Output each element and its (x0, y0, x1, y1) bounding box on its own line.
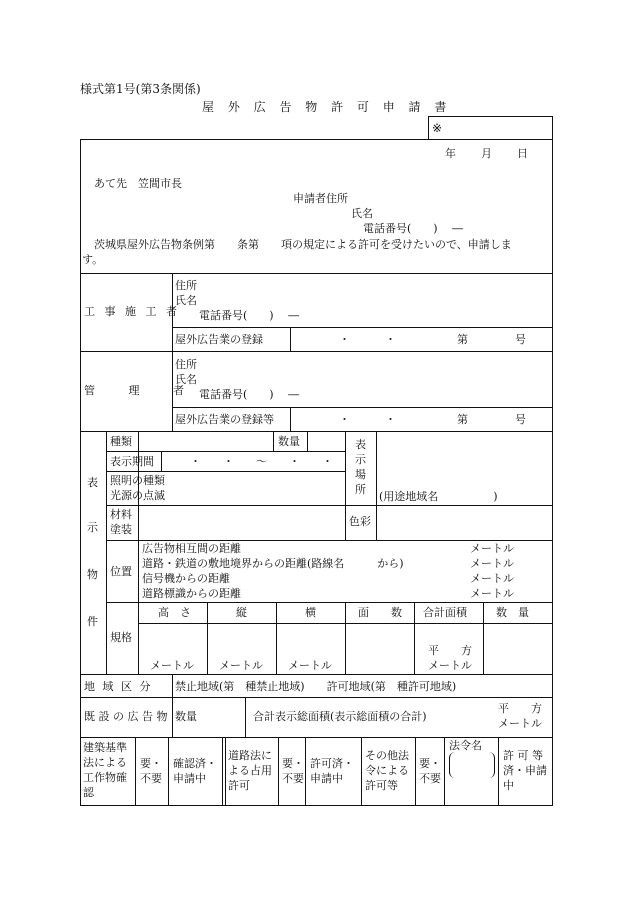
building-law-2: 法による (83, 756, 127, 769)
addressee: あて先 笠間市長 (94, 177, 182, 190)
date-month: 月 (481, 147, 492, 160)
zone-label: 地 域 区 分 (84, 680, 153, 693)
declaration-line-1: 茨城県屋外広告物条例第 条第 項の規定による許可を受けたいので、申請しま (94, 238, 512, 251)
date-day: 日 (517, 147, 528, 160)
road-law-3: 許可 (228, 779, 250, 792)
display-label-3: 物 (87, 568, 98, 581)
road-permit-2: 申請中 (310, 772, 343, 785)
existing-sqm-2: メートル (498, 717, 542, 730)
other-permit-2: 済・申請 (503, 764, 547, 777)
manager-registration-label: 屋外広告業の登録等 (175, 413, 274, 426)
material-label-2: 塗装 (110, 523, 132, 536)
road-need-1: 要・ (282, 757, 304, 770)
building-confirm-1: 確認済・ (173, 757, 217, 770)
spec-header-count: 数 量 (496, 606, 529, 619)
spec-meter-horizontal: メートル (288, 659, 332, 672)
period-dots: ・ ・ ～ ・ ・ (190, 455, 333, 468)
distance-meter-4: メートル (470, 587, 514, 600)
location-label-4: 所 (355, 483, 366, 496)
building-need-2: 不要 (140, 772, 162, 785)
contractor-phone-label: 電話番号( ) ― (199, 309, 300, 322)
applicant-phone-label: 電話番号( ) ― (363, 222, 464, 235)
applicant-name-label: 氏名 (351, 207, 373, 220)
contractor-reg-no: 第 (457, 333, 468, 346)
location-label-2: 示 (355, 453, 366, 466)
contractor-registration-label: 屋外広告業の登録 (175, 333, 263, 346)
other-permit-1: 許 可 等 (503, 749, 543, 762)
manager-address-label: 住所 (175, 358, 197, 371)
declaration-line-2: す。 (82, 253, 104, 266)
spec-header-total-area: 合計面積 (423, 606, 467, 619)
location-label-3: 場 (355, 468, 366, 481)
other-need-2: 不要 (419, 772, 441, 785)
distance-meter-2: メートル (470, 557, 514, 570)
kind-label: 種類 (110, 435, 132, 448)
existing-quantity-label: 数量 (175, 710, 197, 723)
spec-meter-height: メートル (150, 659, 194, 672)
lighting-label-1: 照明の種類 (110, 474, 165, 487)
other-law-3: 許可等 (365, 779, 398, 792)
road-law-1: 道路法に (228, 749, 272, 762)
other-law-2: 令による (365, 764, 409, 777)
law-name-label: 法令名 (449, 739, 482, 752)
zoning-label: (用途地域名 ) (379, 490, 498, 503)
spec-sqm-2: メートル (428, 659, 472, 672)
quantity-label: 数量 (278, 435, 300, 448)
display-label-2: 示 (87, 521, 98, 534)
display-label-1: 表 (87, 476, 98, 489)
building-law-3: 工作物確 (83, 771, 127, 784)
manager-name-label: 氏名 (175, 373, 197, 386)
spec-label: 規格 (110, 631, 132, 644)
manager-label: 管 理 者 (84, 384, 199, 397)
spec-meter-vertical: メートル (219, 659, 263, 672)
road-need-2: 不要 (282, 772, 304, 785)
contractor-name-label: 氏名 (175, 294, 197, 307)
position-label: 位置 (110, 565, 132, 578)
date-year: 年 (445, 147, 456, 160)
applicant-address-label: 申請者住所 (293, 192, 348, 205)
existing-label: 既 設 の 広 告 物 (84, 710, 168, 723)
other-need-1: 要・ (419, 757, 441, 770)
contractor-address-label: 住所 (175, 279, 197, 292)
law-name-bracket (449, 752, 495, 778)
form-label: 様式第1号(第3条関係) (80, 82, 201, 96)
contractor-reg-dot-1: ・ (339, 333, 350, 346)
distance-meter-1: メートル (470, 542, 514, 555)
other-permit-3: 中 (503, 779, 514, 792)
distance-meter-3: メートル (470, 572, 514, 585)
spec-header-vertical: 縦 (236, 606, 247, 619)
manager-phone-label: 電話番号( ) ― (199, 388, 300, 401)
manager-reg-dot-2: ・ (385, 413, 396, 426)
zone-text: 禁止地域(第 種禁止地域) 許可地域(第 種許可地域) (175, 680, 457, 693)
contractor-label: 工 事 施 工 者 (84, 305, 180, 318)
spec-header-faces: 面 数 (358, 606, 402, 619)
distance-row-1: 広告物相互間の距離 (142, 542, 241, 555)
page-title: 屋 外 広 告 物 許 可 申 請 書 (202, 100, 452, 114)
lighting-label-2: 光源の点滅 (110, 489, 165, 502)
manager-reg-no: 第 (457, 413, 468, 426)
period-label: 表示期間 (110, 455, 154, 468)
spec-header-horizontal: 横 (305, 606, 316, 619)
building-law-4: 認 (83, 786, 94, 799)
building-confirm-2: 申請中 (173, 772, 206, 785)
contractor-reg-go: 号 (515, 333, 526, 346)
color-label: 色彩 (349, 515, 371, 528)
distance-row-3: 信号機からの距離 (142, 572, 230, 585)
building-law-1: 建築基準 (83, 741, 127, 754)
contractor-reg-dot-2: ・ (385, 333, 396, 346)
existing-total-area-label: 合計表示総面積(表示総面積の合計) (253, 710, 427, 723)
distance-row-4: 道路標識からの距離 (142, 587, 241, 600)
location-label-1: 表 (355, 438, 366, 451)
spec-header-height: 高 さ (158, 606, 191, 619)
other-law-1: その他法 (365, 749, 409, 762)
material-label-1: 材料 (110, 508, 132, 521)
spec-sqm-1: 平 方 (428, 644, 472, 657)
road-permit-1: 許可済・ (310, 757, 354, 770)
reception-mark: ※ (432, 121, 443, 135)
road-law-2: よる占用 (228, 764, 272, 777)
manager-reg-dot-1: ・ (339, 413, 350, 426)
distance-row-2: 道路・鉄道の敷地境界からの距離(路線名 から) (142, 557, 404, 570)
manager-reg-go: 号 (515, 413, 526, 426)
existing-sqm-1: 平 方 (498, 702, 542, 715)
display-label-4: 件 (87, 615, 98, 628)
building-need-1: 要・ (140, 757, 162, 770)
